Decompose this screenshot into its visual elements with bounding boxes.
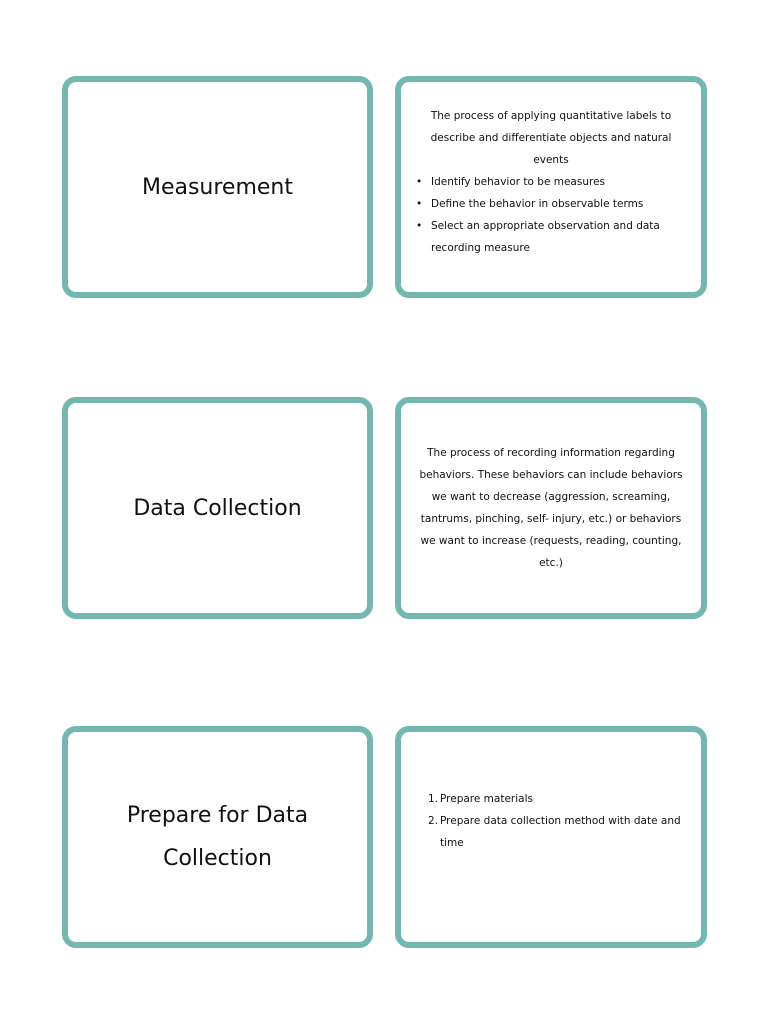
term-title: Data Collection (133, 495, 302, 521)
step-text: Prepare data collection method with date and time (440, 815, 681, 849)
definition-intro: The process of applying quantitative labels to describe and differentiate objects and natural events (430, 110, 672, 166)
list-item: • Select an appropriate observation and data recording measure (412, 215, 690, 259)
data-collection-definition-card (395, 397, 707, 619)
data-collection-term-card (62, 397, 373, 619)
prepare-data-collection-definition-card (395, 726, 707, 948)
step-number: 2. (428, 815, 439, 827)
definition-text (412, 442, 690, 574)
definition-paragraph: The process of recording information regarding behaviors. These behaviors can include behaviors we want to decrease (aggression, screaming, tantrums, pinching, self- injury, etc.) or behaviors we want to increase (requests, reading, counting, etc.) (419, 447, 683, 569)
term-title: Measurement (141, 174, 294, 200)
definition-text (412, 105, 690, 259)
list-item: • Define the behavior in observable terms (412, 193, 690, 215)
measurement-term-card (62, 76, 373, 298)
preparation-steps-list (428, 788, 698, 854)
definition-text (412, 788, 690, 854)
list-item (428, 810, 698, 854)
measurement-definition-card (395, 76, 707, 298)
list-item: • Identify behavior to be measures (412, 171, 690, 193)
step-text: Prepare materials (440, 793, 533, 805)
measurement-steps-list (412, 171, 690, 259)
term-title: Prepare for Data Collection (126, 803, 309, 871)
prepare-data-collection-term-card (62, 726, 373, 948)
list-item (428, 788, 698, 810)
step-number: 1. (428, 793, 439, 805)
